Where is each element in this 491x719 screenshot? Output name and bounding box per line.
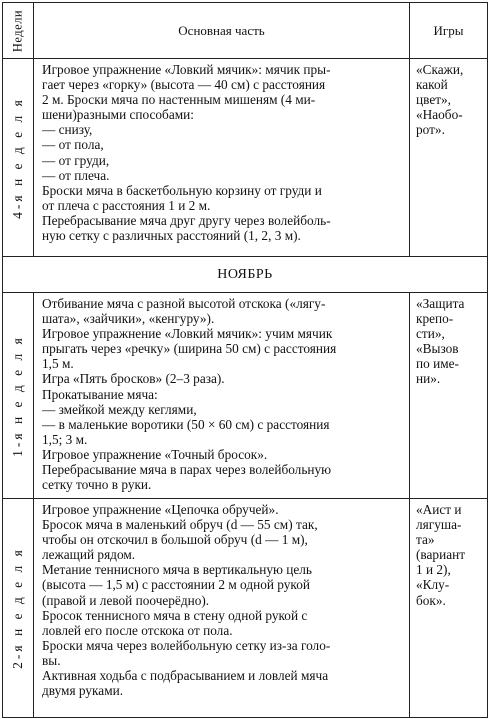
game-line: лягуша-: [416, 517, 462, 533]
game-line: цвет»,: [416, 92, 452, 108]
week2-row: [3, 499, 487, 717]
game-line: какой: [416, 77, 448, 93]
week1-label-cell: [3, 293, 33, 498]
week4-label-cell: [3, 59, 33, 256]
text-line: вы.: [42, 652, 61, 668]
week1-row: [3, 293, 487, 499]
text-line: Игровое упражнение «Точный бросок».: [42, 446, 268, 462]
text-line: Отбивание мяча с разной высотой отскока («лягу-: [42, 296, 326, 311]
game-line: та»: [416, 532, 435, 548]
text-line: Активная ходьба с подбрасыванием и ловлей мяча: [42, 668, 329, 684]
game-line: «Вызов: [416, 341, 459, 357]
text-line: Бросок мяча в маленький обруч (d — 55 см) так,: [42, 517, 318, 533]
header-main: Основная часть: [178, 22, 265, 38]
month-row: [3, 257, 487, 293]
header-weeks: Недели: [10, 9, 25, 52]
week2-games-cell: [410, 499, 487, 717]
week1-label: 1-я н е д е л я: [10, 334, 25, 457]
week4-row: [3, 59, 487, 257]
week4-label: 4-я н е д е л я: [10, 96, 25, 219]
text-line: лежащий рядом.: [42, 547, 136, 563]
text-line: Игровое упражнение «Ловкий мячик»: мячик пры-: [42, 62, 331, 77]
header-games: Игры: [433, 22, 464, 38]
week4-text: [42, 62, 403, 243]
text-line: ловлей его после отскока от пола.: [42, 622, 233, 638]
text-line: — снизу,: [42, 122, 93, 138]
text-line: Броски мяча в баскетбольную корзину от груди и: [42, 182, 322, 198]
text-line: — змейкой между кеглями,: [42, 401, 197, 417]
text-line: — от груди,: [42, 152, 110, 168]
text-line: Перебрасывание мяча друг другу через волейболь-: [42, 212, 331, 228]
text-line: Перебрасывание мяча в парах через волейбольную: [42, 462, 332, 478]
game-line: 1 и 2),: [416, 562, 451, 578]
game-line: «Аист и: [416, 502, 462, 517]
text-line: шени)разными способами:: [42, 107, 194, 123]
week4-main-cell: [34, 59, 409, 256]
week2-label: 2-я н е д е л я: [10, 547, 25, 669]
game-line: «Клу-: [416, 577, 450, 593]
header-weeks-cell: [3, 3, 33, 58]
text-line: Бросок теннисного мяча в стену одной рукой с: [42, 607, 308, 623]
text-line: прыгать через «речку» (ширина 50 см) с расстояния: [42, 341, 337, 357]
game-line: рот».: [416, 122, 445, 138]
month-title: НОЯБРЬ: [217, 266, 273, 282]
header-games-cell: [410, 3, 487, 58]
text-line: Игра «Пять бросков» (2–3 раза).: [42, 371, 225, 387]
week1-main-cell: [34, 293, 409, 498]
game-line: ни».: [416, 371, 441, 387]
game-line: «Скажи,: [416, 62, 464, 77]
text-line: шата», «зайчики», «кенгуру»).: [42, 311, 215, 327]
text-line: — от плеча.: [42, 167, 110, 183]
text-line: гает через «горку» (высота — 40 см) с расстояния: [42, 77, 326, 93]
text-line: 1,5; 3 м.: [42, 431, 88, 447]
game-line: «Наобо-: [416, 107, 463, 123]
header-main-cell: [34, 3, 409, 58]
week2-main-cell: [34, 499, 409, 717]
text-line: (правой и левой поочерёдно).: [42, 592, 210, 608]
game-line: сти»,: [416, 326, 445, 342]
text-line: — в маленькие воротики (50 × 60 см) с расстояния: [42, 416, 330, 432]
text-line: от плеча с расстояния 1 и 2 м.: [42, 197, 211, 213]
week1-games-cell: [410, 293, 487, 498]
week2-label-cell: [3, 499, 33, 717]
game-line: по име-: [416, 356, 459, 372]
text-line: сетку точно в руки.: [42, 477, 152, 493]
text-line: Метание теннисного мяча в вертикальную цель: [42, 562, 312, 578]
week4-games-cell: [410, 59, 487, 256]
text-line: двумя руками.: [42, 683, 124, 699]
text-line: (высота — 1,5 м) с расстоянии 2 м одной рукой: [42, 577, 310, 593]
text-line: ную сетку с различных расстояний (1, 2, 3 м).: [42, 228, 301, 244]
text-line: — от пола,: [42, 137, 104, 153]
text-line: 2 м. Броски мяча по настенным мишеням (4 ми-: [42, 92, 316, 108]
text-line: чтобы он отскочил в большой обруч (d — 1 м),: [42, 532, 308, 548]
text-line: Броски мяча через волейбольную сетку из-за голо-: [42, 637, 331, 653]
text-line: Прокатывание мяча:: [42, 386, 158, 402]
text-line: Игровое упражнение «Ловкий мячик»: учим мячик: [42, 326, 333, 342]
game-line: бок».: [416, 592, 446, 608]
text-line: Игровое упражнение «Цепочка обручей».: [42, 502, 279, 517]
header-row: [3, 3, 487, 59]
game-line: (вариант: [416, 547, 466, 563]
game-line: «Защита: [416, 296, 465, 311]
game-line: крепо-: [416, 311, 454, 327]
schedule-table: [2, 2, 488, 718]
text-line: 1,5 м.: [42, 356, 74, 372]
